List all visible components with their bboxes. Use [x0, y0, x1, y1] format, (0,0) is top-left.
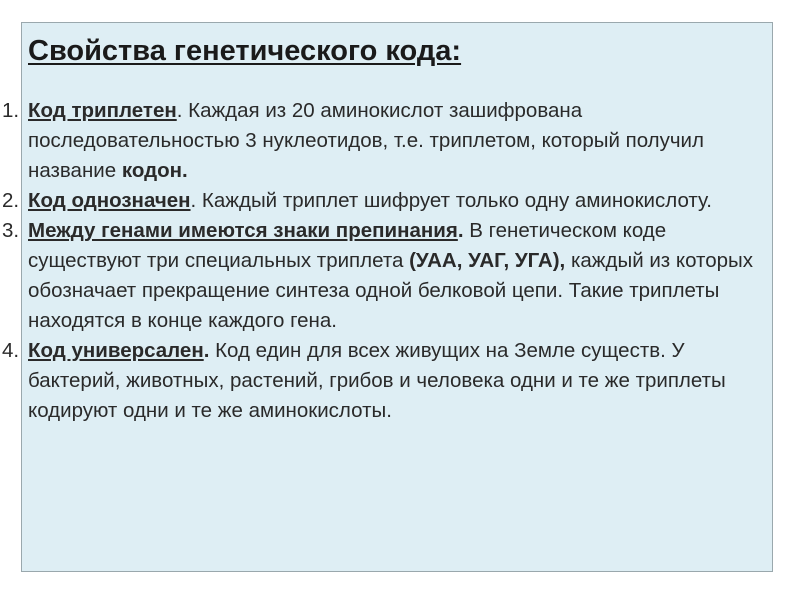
item-text: . Каждая из 20 аминокислот зашифрована последовательностью 3 нуклеотидов, т.е. триплетом, который получил название [28, 99, 704, 182]
list-item [2, 336, 766, 426]
item-bold-text: . [203, 339, 210, 362]
list-item [2, 186, 766, 216]
item-number: 3. [2, 219, 20, 242]
item-bold-text: (УАА, УАГ, УГА), [409, 249, 566, 272]
item-term: Код универсален [28, 339, 204, 362]
item-text: В генетическом коде существуют три специальных триплета [28, 219, 667, 272]
list-item [2, 96, 766, 186]
slide-title: Свойства генетического кода: [28, 35, 462, 67]
item-term: Код триплетен [28, 99, 177, 122]
item-number: 4. [2, 339, 20, 362]
item-bold-text: . [457, 219, 470, 242]
item-text: Код един для всех живущих на Земле существ. У бактерий, животных, растений, грибов и человека одни и те же триплеты кодируют одни и те же аминокислоты. [28, 339, 726, 422]
item-term: Код однозначен [28, 189, 191, 212]
item-text: каждый из которых обозначает прекращение синтеза одной белковой цепи. Такие триплеты находятся в конце каждого гена. [28, 249, 753, 332]
item-number: 1. [2, 99, 20, 122]
properties-list [2, 96, 766, 426]
item-term: Между генами имеются знаки препинания [28, 219, 458, 242]
item-bold-text: кодон. [121, 159, 188, 182]
item-text: . Каждый триплет шифрует только одну аминокислоту. [190, 189, 712, 212]
item-number: 2. [2, 189, 20, 212]
list-item [2, 216, 766, 336]
